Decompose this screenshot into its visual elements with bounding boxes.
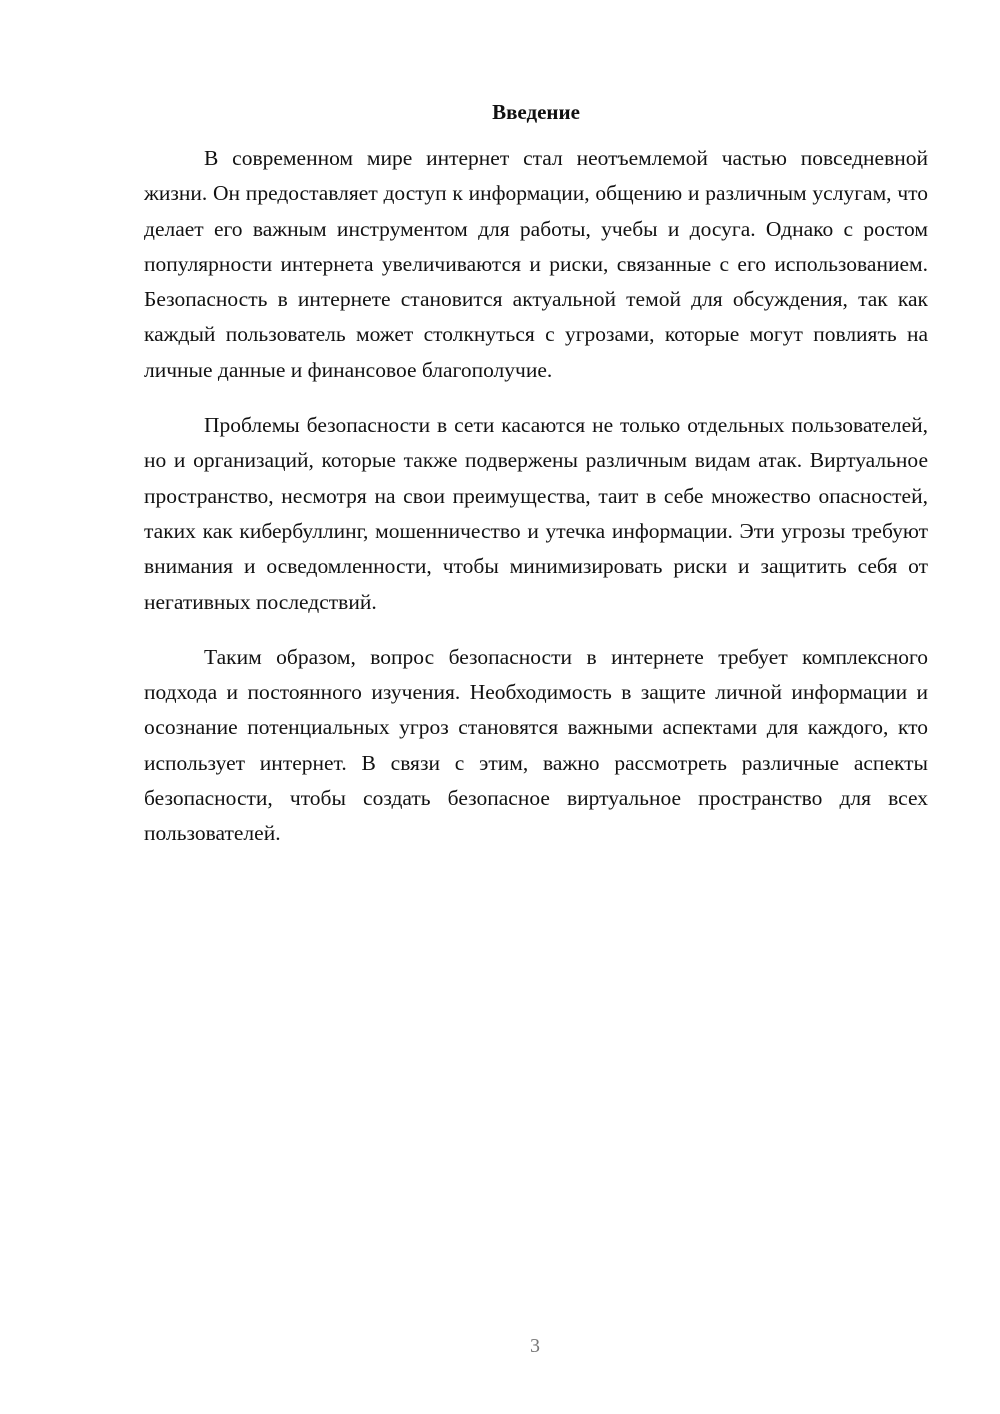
paragraph-2: Проблемы безопасности в сети касаются не только отдельных пользователей, но и организаций, которые также подвержены различным видам атак. Виртуальное пространство, несмотря на свои преимущества, таит в себе множество опасностей, таких как кибербуллинг, мошенничество и утечка информации. Эти угрозы требуют внимания и осведомленности, чтобы минимизировать риски и защитить себя от негативных последствий. [144,413,928,614]
paragraph-1: В современном мире интернет стал неотъемлемой частью повседневной жизни. Он предоставляет доступ к информации, общению и различным услугам, что делает его важным инструментом для работы, учебы и досуга. Однако с ростом популярности интернета увеличиваются и риски, связанные с его использованием. Безопасность в интернете становится актуальной темой для обсуждения, так как каждый пользователь может столкнуться с угрозами, которые могут повлиять на личные данные и финансовое благополучие. [144,146,928,382]
page-number: 3 [530,1335,540,1357]
page-content [144,97,928,872]
paragraph-3: Таким образом, вопрос безопасности в интернете требует комплексного подхода и постоянного изучения. Необходимость в защите личной информации и осознание потенциальных угроз становятся важными аспектами для каждого, кто использует интернет. В связи с этим, важно рассмотреть различные аспекты безопасности, чтобы создать безопасное виртуальное пространство для всех пользователей. [144,644,928,846]
section-title: Введение [492,100,580,124]
